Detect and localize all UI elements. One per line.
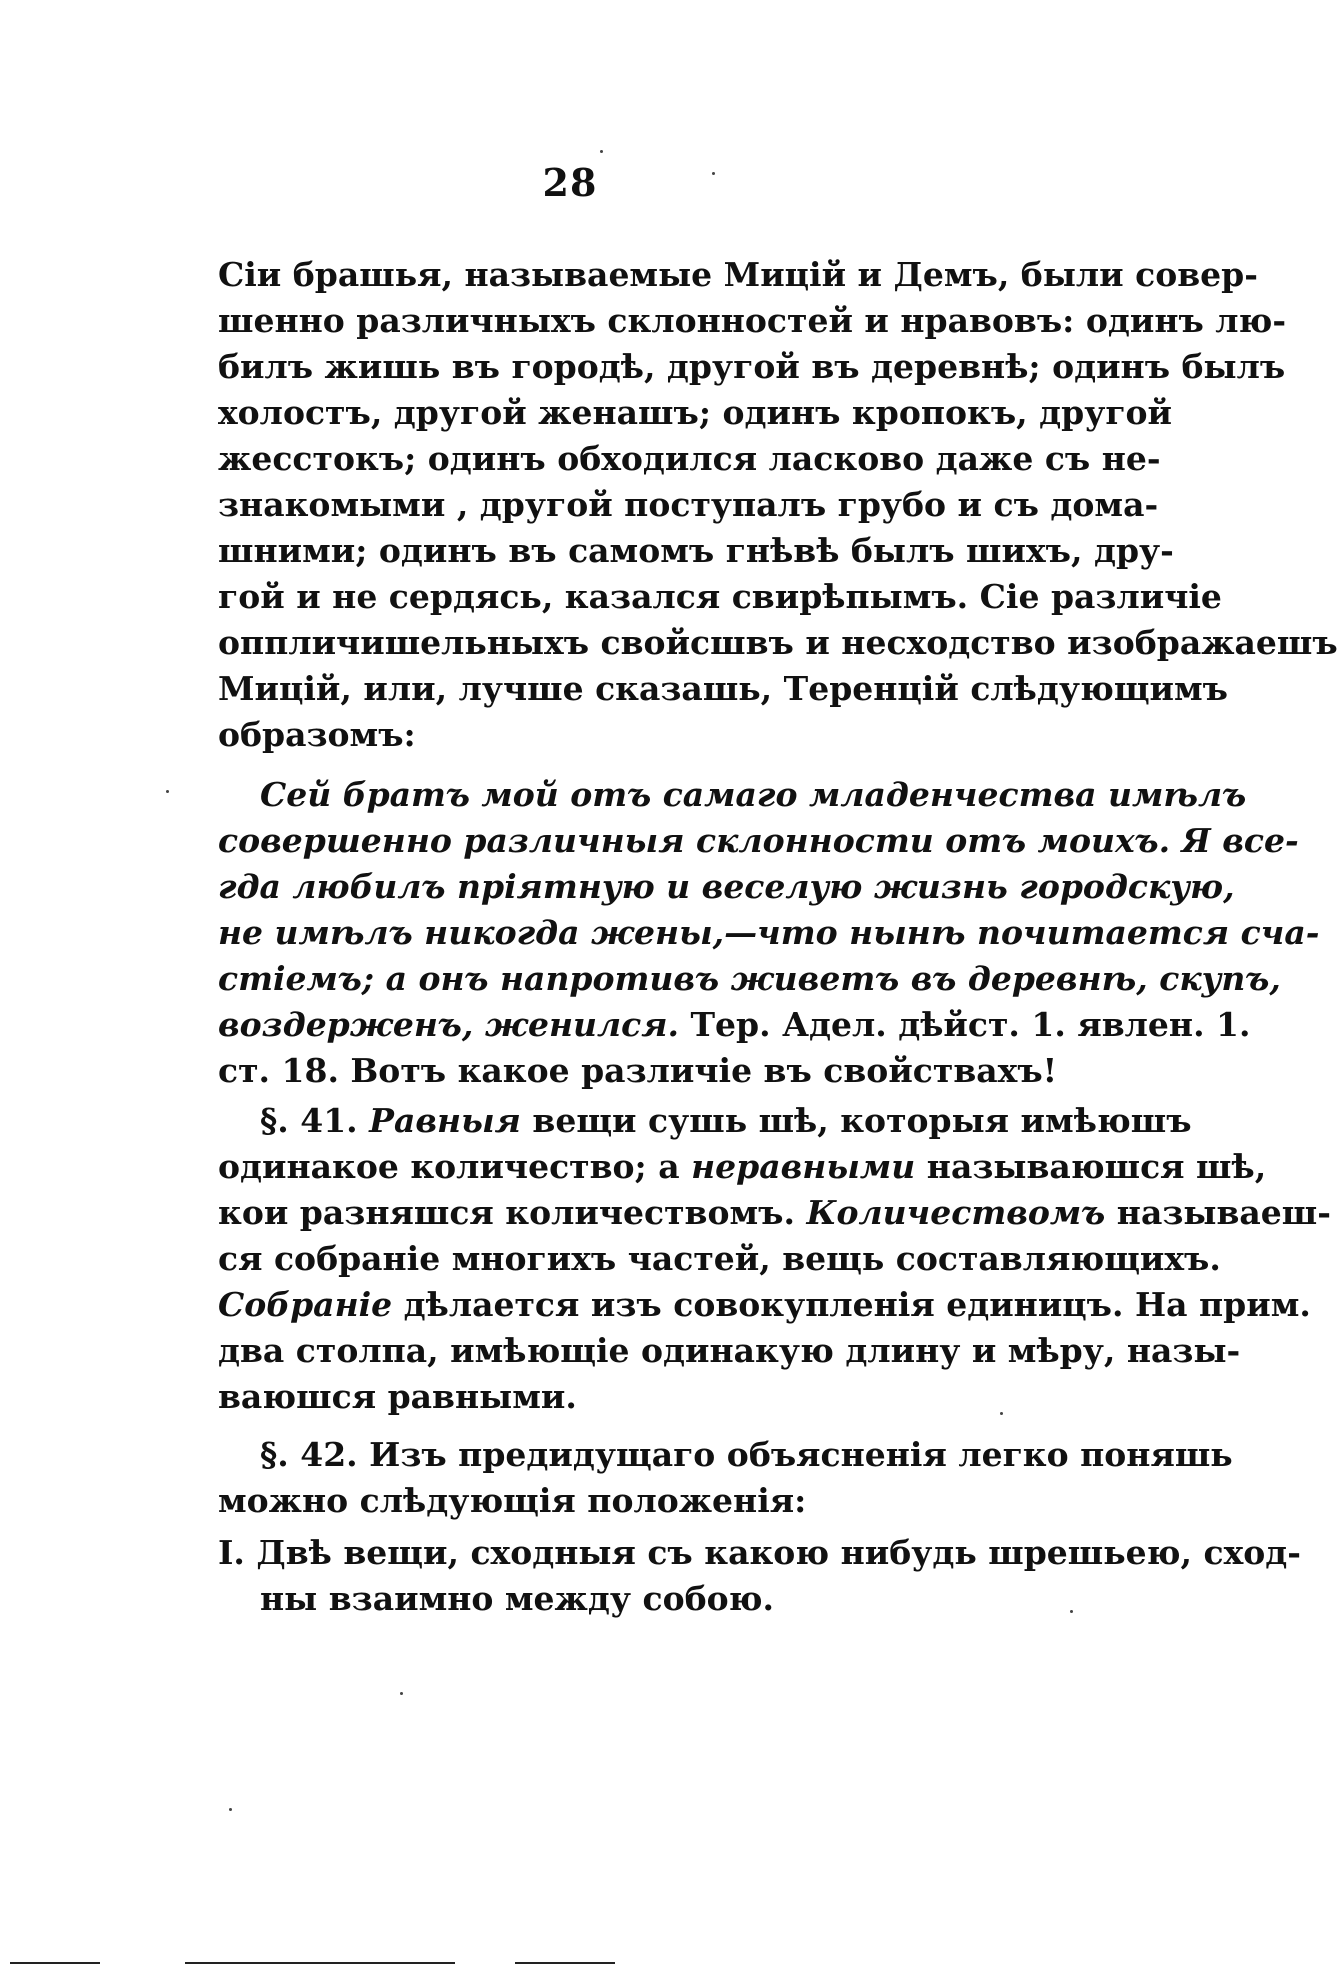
quote-line: совершенно различныя склонности отъ моихъ. Я все- <box>218 821 1299 860</box>
defined-term: Равныя <box>357 1101 521 1140</box>
text-line: оппличишельныхъ свойсшвъ и несходство изображаешъ <box>218 623 1338 662</box>
text-line: знакомыми , другой поступалъ грубо и съ дома- <box>218 485 1159 524</box>
defined-term: неравными <box>691 1147 916 1186</box>
proposition-line: I. Двѣ вещи, сходныя съ какою нибудь шрешьею, сход- <box>218 1533 1301 1572</box>
text-line: Мицiй, или, лучше сказашь, Теренцiй слѣдующимъ <box>218 669 1228 708</box>
section-41-line <box>218 1144 1267 1190</box>
quote-line: не имѣлъ никогда жены,—что нынѣ почитается сча- <box>218 913 1320 952</box>
proposition-1 <box>218 1530 1301 1622</box>
scan-speck <box>400 1692 403 1695</box>
text-span: называюшся шѣ, <box>915 1147 1267 1186</box>
section-41-line: ся собранiе многихъ частей, вещь составляющихъ. <box>218 1239 1221 1278</box>
section-42-line: §. 42. Изъ предидущаго объясненiя легко поняшь <box>260 1435 1233 1474</box>
defined-term: Собранiе <box>218 1285 393 1324</box>
text-span: вещи сушь шѣ, которыя имѣюшъ <box>520 1101 1192 1140</box>
paragraph-1 <box>218 252 1338 758</box>
quote-line: гда любилъ прiятную и веселую жизнь городскую, <box>218 867 1235 906</box>
quote-block <box>218 772 1320 1094</box>
text-span: кои разняшся количествомъ. <box>218 1193 807 1232</box>
scan-speck <box>712 172 715 175</box>
scan-speck <box>1000 1412 1003 1415</box>
scan-speck <box>1070 1610 1073 1613</box>
text-line: холостъ, другой женашъ; одинъ кропокъ, другой <box>218 393 1173 432</box>
edge-rule <box>10 1962 100 1964</box>
section-41-line <box>218 1098 1192 1144</box>
text-line: шенно различныхъ склонностей и нравовъ: одинъ лю- <box>218 301 1287 340</box>
quote-line: стiемъ; а онъ напротивъ живетъ въ деревнѣ, скупъ, <box>218 959 1281 998</box>
edge-rule <box>515 1962 615 1964</box>
section-41 <box>218 1098 1331 1420</box>
text-span: дѣлается изъ совокупленiя единицъ. На прим. <box>392 1285 1311 1324</box>
quote-line: Сей братъ мой отъ самаго младенчества имѣлъ <box>260 775 1247 814</box>
edge-rule <box>185 1962 455 1964</box>
section-41-line <box>218 1282 1311 1328</box>
text-line: гой и не сердясь, казался свирѣпымъ. Сiе различiе <box>218 577 1222 616</box>
scan-speck <box>166 790 169 793</box>
text-span: одинакое количество; а <box>218 1147 692 1186</box>
section-number: §. 41. <box>260 1101 358 1140</box>
quote-italic-part: воздерженъ, женился. <box>218 1005 680 1044</box>
defined-term: Количествомъ <box>806 1193 1106 1232</box>
section-41-line: ваюшся равными. <box>218 1377 577 1416</box>
section-42-line: можно слѣдующiя положенiя: <box>218 1481 807 1520</box>
text-line: шними; одинъ въ самомъ гнѣвѣ былъ шихъ, дру- <box>218 531 1174 570</box>
text-line: жесстокъ; одинъ обходился ласково даже съ не- <box>218 439 1161 478</box>
section-41-line <box>218 1190 1331 1236</box>
quote-closing-line: ст. 18. Вотъ какое различiе въ свойствахъ! <box>218 1051 1058 1090</box>
page-number: 28 <box>542 160 598 205</box>
citation-text: Тер. Адел. дѣйст. 1. явлен. 1. <box>679 1005 1251 1044</box>
text-line: Сiи брашья, называемые Мицiй и Демъ, были совер- <box>218 255 1258 294</box>
text-line: билъ жишь въ городѣ, другой въ деревнѣ; одинъ былъ <box>218 347 1286 386</box>
proposition-line: ны взаимно между собою. <box>260 1579 774 1618</box>
scan-speck <box>600 150 603 153</box>
text-line: образомъ: <box>218 715 416 754</box>
section-42 <box>218 1432 1233 1524</box>
section-41-line: два столпа, имѣющiе одинакую длину и мѣру, назы- <box>218 1331 1241 1370</box>
text-span: называеш- <box>1105 1193 1331 1232</box>
quote-citation-line <box>218 1002 1251 1048</box>
scan-speck <box>229 1808 232 1811</box>
